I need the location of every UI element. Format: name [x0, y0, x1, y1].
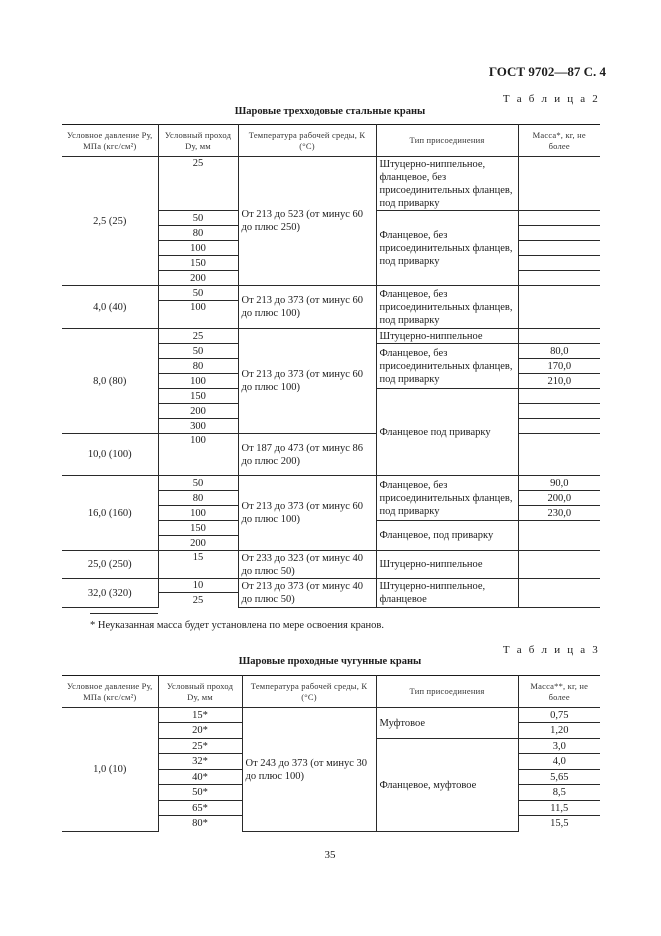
- passage-cell: 80*: [158, 816, 242, 832]
- pressure-cell: 8,0 (80): [62, 329, 158, 434]
- col-header-mass: Масса**, кг, не более: [518, 676, 600, 708]
- passage-cell: 50: [158, 476, 238, 491]
- passage-cell: 150: [158, 521, 238, 536]
- passage-cell: 100: [158, 374, 238, 389]
- mass-cell: [518, 521, 600, 551]
- connection-cell: Фланцевое, муфтовое: [376, 739, 518, 832]
- mass-cell: [518, 226, 600, 241]
- mass-cell: [518, 329, 600, 344]
- mass-cell: 8,5: [518, 785, 600, 801]
- connection-cell: Штуцерно-ниппельное: [376, 329, 518, 344]
- passage-cell: 20*: [158, 723, 242, 739]
- passage-cell: 80: [158, 359, 238, 374]
- col-header-temperature: Температура рабочей среды, К (°С): [238, 125, 376, 157]
- mass-cell: 210,0: [518, 374, 600, 389]
- mass-cell: [518, 286, 600, 329]
- connection-cell: Фланцевое под приварку: [376, 389, 518, 476]
- temperature-cell: От 213 до 373 (от минус 60 до плюс 100): [238, 286, 376, 329]
- connection-cell: Фланцевое, без присоединительных фланцев, под приварку: [376, 344, 518, 389]
- mass-cell: [518, 211, 600, 226]
- connection-cell: Муфтовое: [376, 708, 518, 739]
- mass-cell: 5,65: [518, 770, 600, 785]
- passage-cell: 80: [158, 226, 238, 241]
- passage-cell: 150: [158, 256, 238, 271]
- mass-cell: 200,0: [518, 491, 600, 506]
- connection-cell: Фланцевое, без присоединительных фланцев, под приварку: [376, 211, 518, 286]
- footnote-rule: [90, 613, 158, 614]
- col-header-connection: Тип присоединения: [376, 125, 518, 157]
- pressure-cell: 2,5 (25): [62, 157, 158, 286]
- col-header-pressure: Условное давление Pу, МПа (кгс/см²): [62, 676, 158, 708]
- table-3-title: Шаровые проходные чугунные краны: [238, 656, 422, 667]
- mass-cell: 170,0: [518, 359, 600, 374]
- pressure-cell: 10,0 (100): [62, 434, 158, 476]
- pressure-cell: 4,0 (40): [62, 286, 158, 329]
- mass-cell: [518, 389, 600, 404]
- col-header-pressure: Условное давление Pу, МПа (кгс/см²): [62, 125, 158, 157]
- connection-cell: Штуцерно-ниппельное: [376, 551, 518, 579]
- mass-cell: [518, 579, 600, 608]
- table-3: [62, 675, 600, 832]
- mass-cell: [518, 404, 600, 419]
- table-3-label: Т а б л и ц а 3: [502, 644, 600, 656]
- passage-cell: 80: [158, 491, 238, 506]
- passage-cell: 65*: [158, 801, 242, 816]
- table-2-label: Т а б л и ц а 2: [502, 93, 600, 105]
- passage-cell: 200: [158, 271, 238, 286]
- pressure-cell: 1,0 (10): [62, 708, 158, 832]
- col-header-temperature: Температура рабочей среды, К (°С): [242, 676, 376, 708]
- mass-cell: [518, 256, 600, 271]
- passage-cell: 25: [158, 157, 238, 211]
- table-2: [62, 124, 600, 608]
- passage-cell: 15: [158, 551, 238, 579]
- passage-cell: 25: [158, 329, 238, 344]
- temperature-cell: От 213 до 523 (от минус 60 до плюс 250): [238, 157, 376, 286]
- temperature-cell: От 213 до 373 (от минус 40 до плюс 50): [238, 579, 376, 608]
- mass-cell: 15,5: [518, 816, 600, 832]
- temperature-cell: От 213 до 373 (от минус 60 до плюс 100): [238, 476, 376, 551]
- col-header-passage: Условный проход Dу, мм: [158, 676, 242, 708]
- passage-cell: 100: [158, 301, 238, 329]
- passage-cell: 10: [158, 579, 238, 593]
- connection-cell: Штуцерно-ниппельное, фланцевое, без присоединительных фланцев, под приварку: [376, 157, 518, 211]
- col-header-passage: Условный проход Dу, мм: [158, 125, 238, 157]
- document-header: ГОСТ 9702—87 С. 4: [488, 64, 606, 79]
- temperature-cell: От 243 до 373 (от минус 30 до плюс 100): [242, 708, 376, 832]
- mass-cell: [518, 434, 600, 476]
- mass-cell: 90,0: [518, 476, 600, 491]
- connection-cell: Фланцевое, без присоединительных фланцев, под приварку: [376, 286, 518, 329]
- mass-cell: [518, 271, 600, 286]
- passage-cell: 25: [158, 593, 238, 608]
- passage-cell: 300: [158, 419, 238, 434]
- passage-cell: 100: [158, 241, 238, 256]
- passage-cell: 50: [158, 286, 238, 301]
- passage-cell: 150: [158, 389, 238, 404]
- mass-cell: [518, 241, 600, 256]
- temperature-cell: От 213 до 373 (от минус 60 до плюс 100): [238, 329, 376, 434]
- passage-cell: 100: [158, 506, 238, 521]
- passage-cell: 25*: [158, 739, 242, 754]
- col-header-connection: Тип присоединения: [376, 676, 518, 708]
- mass-cell: 0,75: [518, 708, 600, 723]
- table-2-title: Шаровые трехходовые стальные краны: [234, 106, 426, 117]
- connection-cell: Фланцевое, под приварку: [376, 521, 518, 551]
- passage-cell: 15*: [158, 708, 242, 723]
- passage-cell: 50*: [158, 785, 242, 801]
- mass-cell: 80,0: [518, 344, 600, 359]
- passage-cell: 100: [158, 434, 238, 476]
- passage-cell: 40*: [158, 770, 242, 785]
- mass-cell: 3,0: [518, 739, 600, 754]
- mass-cell: [518, 157, 600, 211]
- mass-cell: 230,0: [518, 506, 600, 521]
- passage-cell: 50: [158, 344, 238, 359]
- temperature-cell: От 187 до 473 (от минус 86 до плюс 200): [238, 434, 376, 476]
- col-header-mass: Масса*, кг, не более: [518, 125, 600, 157]
- pressure-cell: 32,0 (320): [62, 579, 158, 608]
- passage-cell: 200: [158, 404, 238, 419]
- pressure-cell: 16,0 (160): [62, 476, 158, 551]
- mass-cell: [518, 551, 600, 579]
- page-number: 35: [324, 849, 336, 861]
- passage-cell: 32*: [158, 754, 242, 770]
- footnote: * Неуказанная масса будет установлена по мере освоения кранов.: [90, 620, 384, 631]
- mass-cell: 1,20: [518, 723, 600, 739]
- temperature-cell: От 233 до 323 (от минус 40 до плюс 50): [238, 551, 376, 579]
- mass-cell: 4,0: [518, 754, 600, 770]
- mass-cell: [518, 419, 600, 434]
- pressure-cell: 25,0 (250): [62, 551, 158, 579]
- passage-cell: 200: [158, 536, 238, 551]
- passage-cell: 50: [158, 211, 238, 226]
- mass-cell: 11,5: [518, 801, 600, 816]
- connection-cell: Фланцевое, без присоединительных фланцев, под приварку: [376, 476, 518, 521]
- connection-cell: Штуцерно-ниппельное, фланцевое: [376, 579, 518, 608]
